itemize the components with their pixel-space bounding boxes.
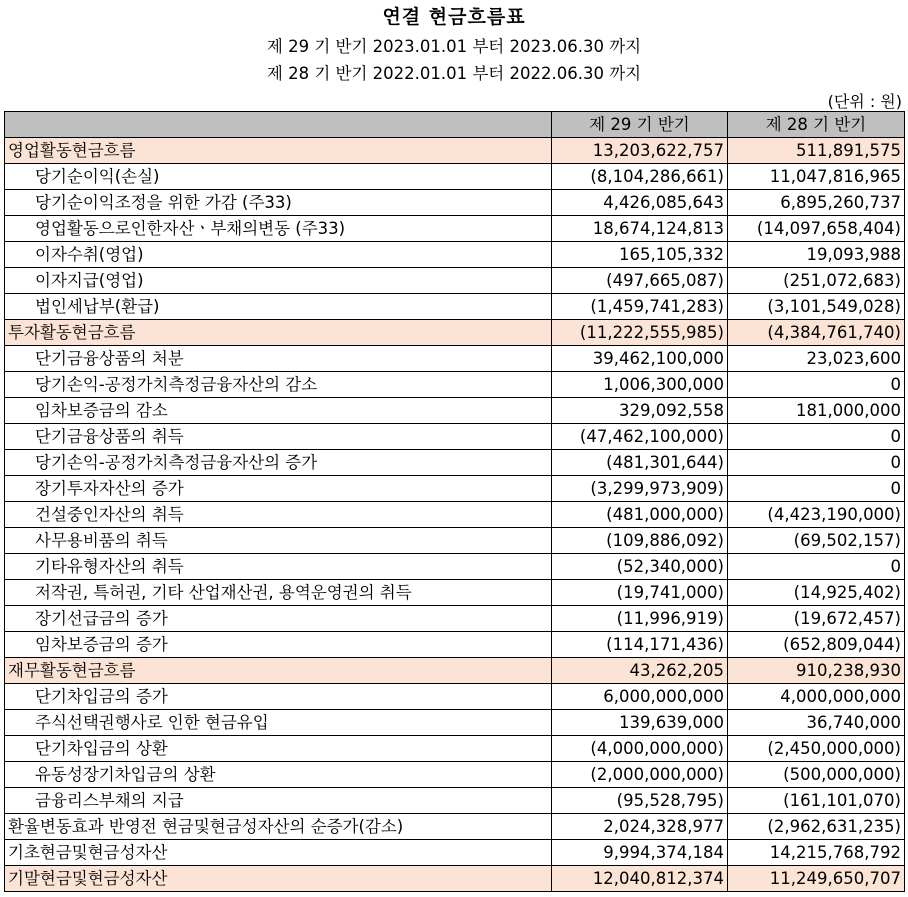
previous-period-value: 0: [728, 476, 905, 502]
row-label: 이자수취(영업): [5, 242, 552, 268]
table-row: [5, 476, 905, 502]
current-period-value: (11,222,555,985): [552, 320, 728, 346]
table-row: [5, 268, 905, 294]
table-row: [5, 398, 905, 424]
previous-period-value: (4,423,190,000): [728, 502, 905, 528]
previous-period-value: 0: [728, 424, 905, 450]
table-row: [5, 346, 905, 372]
previous-period-value: 19,093,988: [728, 242, 905, 268]
row-label: 임차보증금의 증가: [5, 632, 552, 658]
current-period-value: (2,000,000,000): [552, 762, 728, 788]
table-row: [5, 554, 905, 580]
current-period-value: 165,105,332: [552, 242, 728, 268]
previous-period-value: (69,502,157): [728, 528, 905, 554]
previous-period-value: 181,000,000: [728, 398, 905, 424]
header-item: [5, 112, 552, 138]
table-row: [5, 242, 905, 268]
row-label: 기초현금및현금성자산: [5, 840, 552, 866]
row-label: 장기선급금의 증가: [5, 606, 552, 632]
previous-period-value: (251,072,683): [728, 268, 905, 294]
statement-title: 연결 현금흐름표: [382, 6, 526, 28]
row-label: 재무활동현금흐름: [5, 658, 552, 684]
previous-period-value: (500,000,000): [728, 762, 905, 788]
table-row: [5, 684, 905, 710]
row-label: 금융리스부채의 지급: [5, 788, 552, 814]
current-period-value: (109,886,092): [552, 528, 728, 554]
row-label: 저작권, 특허권, 기타 산업재산권, 용역운영권의 취득: [5, 580, 552, 606]
current-period-value: (47,462,100,000): [552, 424, 728, 450]
table-row: [5, 320, 905, 346]
table-row: [5, 138, 905, 164]
current-period-value: (52,340,000): [552, 554, 728, 580]
row-label: 당기순이익조정을 위한 가감 (주33): [5, 190, 552, 216]
row-label: 주식선택권행사로 인한 현금유입: [5, 710, 552, 736]
row-label: 당기순이익(손실): [5, 164, 552, 190]
row-label: 임차보증금의 감소: [5, 398, 552, 424]
previous-period-value: 11,047,816,965: [728, 164, 905, 190]
current-period-value: (95,528,795): [552, 788, 728, 814]
header-previous-period: 제 28 기 반기: [728, 112, 905, 138]
previous-period-value: (14,925,402): [728, 580, 905, 606]
table-row: [5, 710, 905, 736]
previous-period-value: (2,450,000,000): [728, 736, 905, 762]
table-row: [5, 190, 905, 216]
unit-label: (단위 : 원): [827, 92, 902, 111]
table-row: [5, 866, 905, 892]
current-period-value: (481,301,644): [552, 450, 728, 476]
previous-period-value: (4,384,761,740): [728, 320, 905, 346]
row-label: 기타유형자산의 취득: [5, 554, 552, 580]
table-row: [5, 840, 905, 866]
table-row: [5, 658, 905, 684]
row-label: 기말현금및현금성자산: [5, 866, 552, 892]
current-period-value: (4,000,000,000): [552, 736, 728, 762]
current-period-value: 1,006,300,000: [552, 372, 728, 398]
row-label: 이자지급(영업): [5, 268, 552, 294]
table-row: [5, 814, 905, 840]
header-current-period: 제 29 기 반기: [552, 112, 728, 138]
previous-period-value: (2,962,631,235): [728, 814, 905, 840]
row-label: 법인세납부(환급): [5, 294, 552, 320]
current-period-value: 4,426,085,643: [552, 190, 728, 216]
table-row: [5, 736, 905, 762]
current-period-value: 329,092,558: [552, 398, 728, 424]
row-label: 장기투자자산의 증가: [5, 476, 552, 502]
current-period-value: 12,040,812,374: [552, 866, 728, 892]
row-label: 당기손익-공정가치측정금융자산의 감소: [5, 372, 552, 398]
current-period-value: 39,462,100,000: [552, 346, 728, 372]
table-row: [5, 580, 905, 606]
row-label: 단기차입금의 상환: [5, 736, 552, 762]
table-row: [5, 372, 905, 398]
row-label: 환율변동효과 반영전 현금및현금성자산의 순증가(감소): [5, 814, 552, 840]
previous-period-value: (3,101,549,028): [728, 294, 905, 320]
current-period-value: (19,741,000): [552, 580, 728, 606]
table-body: [5, 138, 905, 892]
row-label: 단기차입금의 증가: [5, 684, 552, 710]
row-label: 영업활동으로인한자산ㆍ부채의변동 (주33): [5, 216, 552, 242]
table-row: [5, 762, 905, 788]
current-period-value: 6,000,000,000: [552, 684, 728, 710]
table-row: [5, 788, 905, 814]
previous-period-value: 6,895,260,737: [728, 190, 905, 216]
current-period-value: (114,171,436): [552, 632, 728, 658]
previous-period-value: 11,249,650,707: [728, 866, 905, 892]
current-period-value: 43,262,205: [552, 658, 728, 684]
row-label: 사무용비품의 취득: [5, 528, 552, 554]
previous-period-value: 910,238,930: [728, 658, 905, 684]
table-row: [5, 450, 905, 476]
table-row: [5, 164, 905, 190]
row-label: 영업활동현금흐름: [5, 138, 552, 164]
current-period-value: 18,674,124,813: [552, 216, 728, 242]
current-period-value: 9,994,374,184: [552, 840, 728, 866]
previous-period-value: (652,809,044): [728, 632, 905, 658]
table-row: [5, 294, 905, 320]
table-row: [5, 528, 905, 554]
previous-period-value: 23,023,600: [728, 346, 905, 372]
previous-period-value: 4,000,000,000: [728, 684, 905, 710]
current-period-value: (3,299,973,909): [552, 476, 728, 502]
current-period-value: (481,000,000): [552, 502, 728, 528]
current-period-value: 13,203,622,757: [552, 138, 728, 164]
cash-flow-table: [4, 111, 905, 892]
row-label: 유동성장기차입금의 상환: [5, 762, 552, 788]
previous-period-value: (19,672,457): [728, 606, 905, 632]
table-row: [5, 424, 905, 450]
previous-period-value: 14,215,768,792: [728, 840, 905, 866]
row-label: 건설중인자산의 취득: [5, 502, 552, 528]
previous-period-value: 36,740,000: [728, 710, 905, 736]
table-row: [5, 216, 905, 242]
previous-period-value: (161,101,070): [728, 788, 905, 814]
table-row: [5, 606, 905, 632]
current-period-value: (497,665,087): [552, 268, 728, 294]
previous-period-value: 0: [728, 450, 905, 476]
period-current: 제 29 기 반기 2023.01.01 부터 2023.06.30 까지: [266, 37, 642, 56]
current-period-value: (8,104,286,661): [552, 164, 728, 190]
row-label: 단기금융상품의 취득: [5, 424, 552, 450]
previous-period-value: (14,097,658,404): [728, 216, 905, 242]
current-period-value: 2,024,328,977: [552, 814, 728, 840]
current-period-value: 139,639,000: [552, 710, 728, 736]
current-period-value: (11,996,919): [552, 606, 728, 632]
period-previous: 제 28 기 반기 2022.01.01 부터 2022.06.30 까지: [266, 64, 642, 83]
previous-period-value: 0: [728, 554, 905, 580]
row-label: 당기손익-공정가치측정금융자산의 증가: [5, 450, 552, 476]
table-header-row: [5, 112, 905, 138]
row-label: 단기금융상품의 처분: [5, 346, 552, 372]
table-row: [5, 502, 905, 528]
previous-period-value: 0: [728, 372, 905, 398]
table-row: [5, 632, 905, 658]
current-period-value: (1,459,741,283): [552, 294, 728, 320]
previous-period-value: 511,891,575: [728, 138, 905, 164]
row-label: 투자활동현금흐름: [5, 320, 552, 346]
